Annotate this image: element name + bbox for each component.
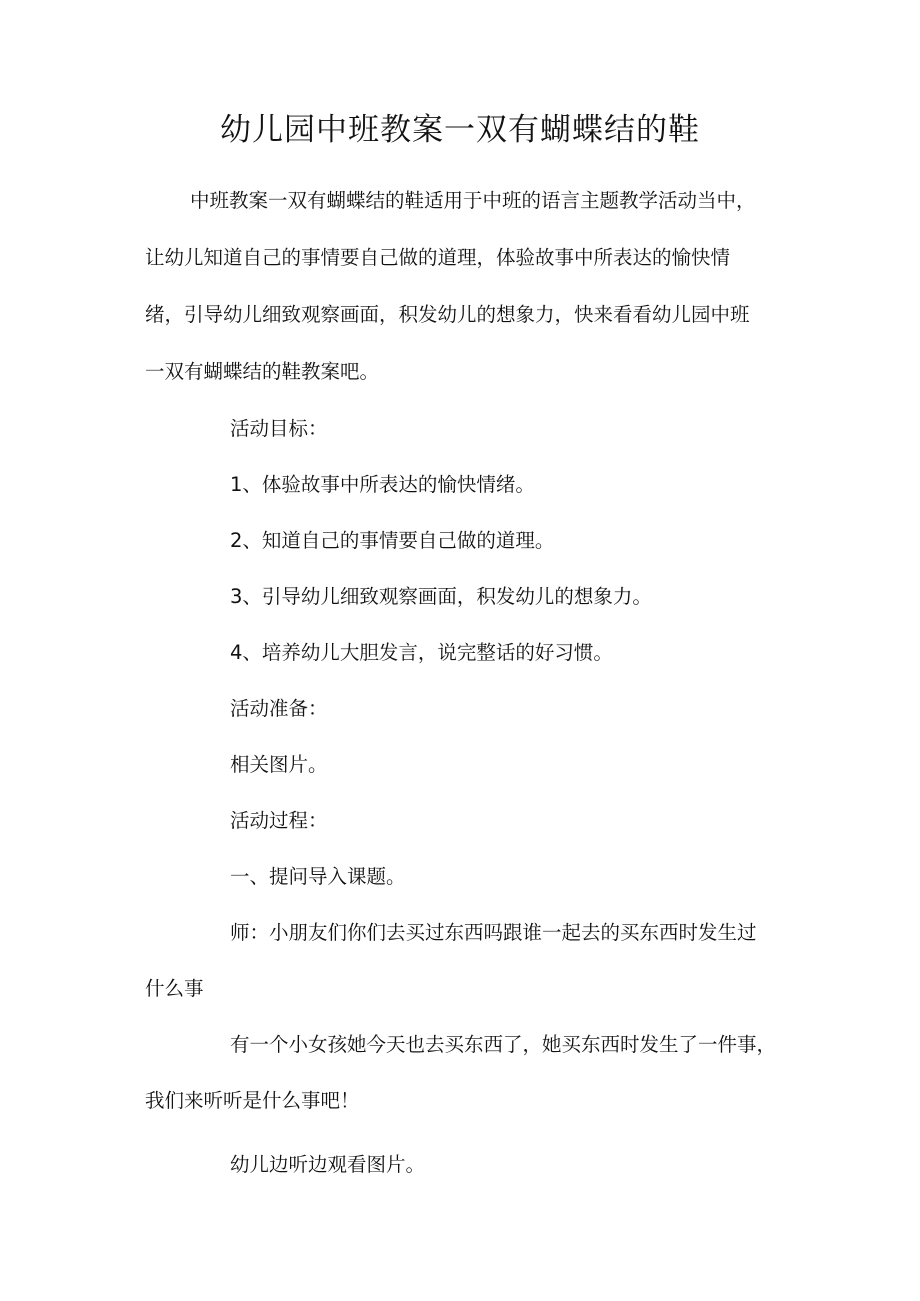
prep-text: 相关图片。 xyxy=(230,753,328,776)
goals-heading: 活动目标： xyxy=(230,417,328,440)
process-step-1: 一、提问导入课题。 xyxy=(230,865,406,888)
goal-item-2: 2、知道自己的事情要自己做的道理。 xyxy=(230,529,555,552)
activity-line: 幼儿边听边观看图片。 xyxy=(230,1153,426,1176)
teacher-question-line-2: 什么事 xyxy=(145,977,204,1000)
document-title: 幼儿园中班教案一双有蝴蝶结的鞋 xyxy=(220,112,700,148)
intro-line-2: 让幼儿知道自己的事情要自己做的道理，体验故事中所表达的愉快情 xyxy=(145,246,731,269)
intro-line-3: 绪，引导幼儿细致观察画面，积发幼儿的想象力，快来看看幼儿园中班 xyxy=(145,303,750,326)
prep-heading: 活动准备： xyxy=(230,697,328,720)
intro-line-4: 一双有蝴蝶结的鞋教案吧。 xyxy=(145,360,380,383)
teacher-question-line-1: 师：小朋友们你们去买过东西吗跟谁一起去的买东西时发生过 xyxy=(230,921,757,944)
goal-item-1: 1、体验故事中所表达的愉快情绪。 xyxy=(230,473,535,496)
story-line-1: 有一个小女孩她今天也去买东西了，她买东西时发生了一件事， xyxy=(230,1033,777,1056)
process-heading: 活动过程： xyxy=(230,809,328,832)
intro-line-1: 中班教案一双有蝴蝶结的鞋适用于中班的语言主题教学活动当中， xyxy=(190,189,756,212)
story-line-2: 我们来听听是什么事吧！ xyxy=(145,1089,360,1112)
goal-item-4: 4、培养幼儿大胆发言，说完整话的好习惯。 xyxy=(230,641,613,664)
goal-item-3: 3、引导幼儿细致观察画面，积发幼儿的想象力。 xyxy=(230,585,652,608)
